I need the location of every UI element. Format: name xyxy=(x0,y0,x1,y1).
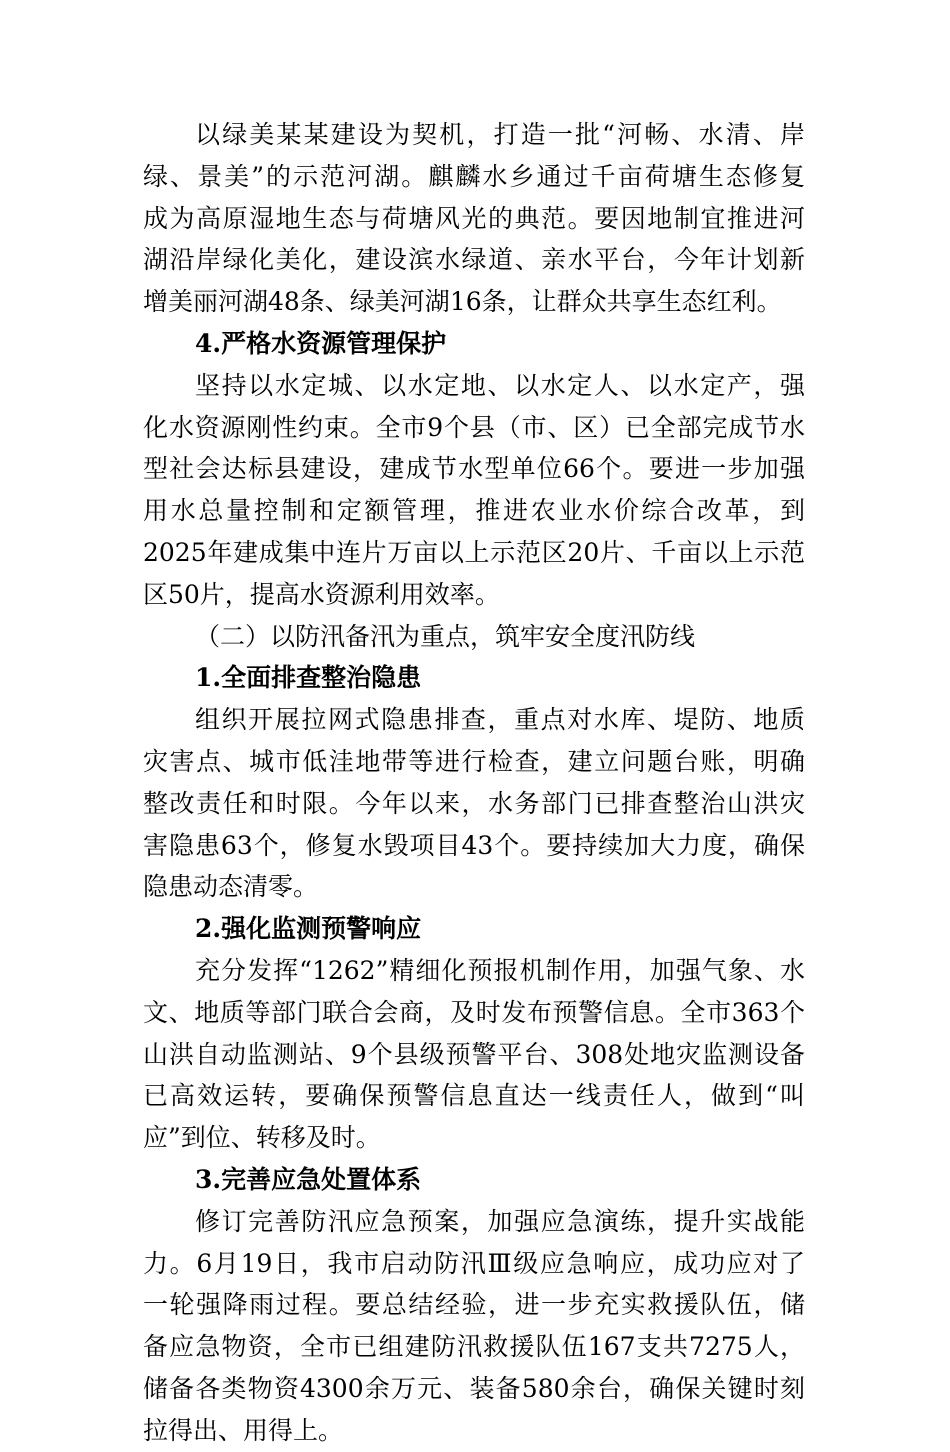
paragraph-water-resources xyxy=(143,365,805,616)
section-heading-monitoring-warning: 2.强化监测预警响应 xyxy=(195,914,422,944)
text-line: 文、地质等部门联合会商，及时发布预警信息。全市363个 xyxy=(143,997,805,1027)
text-line: 一轮强降雨过程。要总结经验，进一步充实救援队伍，储 xyxy=(143,1290,805,1320)
text-line: 用水总量控制和定额管理，推进农业水价综合改革，到 xyxy=(143,496,805,526)
text-line: 备应急物资，全市已组建防汛救援队伍167支共7275人， xyxy=(143,1332,805,1362)
section-heading-water-resources: 4.严格水资源管理保护 xyxy=(195,328,447,358)
text-line: 区50片，提高水资源利用效率。 xyxy=(143,579,500,609)
text-line: 型社会达标县建设，建成节水型单位66个。要进一步加强 xyxy=(143,454,805,484)
section-heading-emergency-response: 3.完善应急处置体系 xyxy=(195,1164,422,1194)
text-line: 山洪自动监测站、9个县级预警平台、308处地灾监测设备 xyxy=(143,1039,805,1069)
text-line: 增美丽河湖48条、绿美河湖16条，让群众共享生态红利。 xyxy=(143,287,782,317)
text-line: 组织开展拉网式隐患排查，重点对水库、堤防、地质 xyxy=(195,705,805,735)
text-line: 2025年建成集中连片万亩以上示范区20片、千亩以上示范 xyxy=(143,537,805,567)
text-line: 湖沿岸绿化美化，建设滨水绿道、亲水平台，今年计划新 xyxy=(143,245,805,275)
text-line: 绿、景美”的示范河湖。麒麟水乡通过千亩荷塘生态修复 xyxy=(143,161,805,191)
text-line: 修订完善防汛应急预案，加强应急演练，提升实战能 xyxy=(195,1206,805,1236)
section-heading-hazard-inspection: 1.全面排查整治隐患 xyxy=(195,663,422,693)
text-line: 化水资源刚性约束。全市9个县（市、区）已全部完成节水 xyxy=(143,412,805,442)
text-line: 坚持以水定城、以水定地、以水定人、以水定产，强 xyxy=(195,370,805,400)
text-line: 灾害点、城市低洼地带等进行检查，建立问题台账，明确 xyxy=(143,746,805,776)
text-line: 应”到位、转移及时。 xyxy=(143,1123,381,1153)
text-line: 害隐患63个，修复水毁项目43个。要持续加大力度，确保 xyxy=(143,830,805,860)
text-line: 以绿美某某建设为契机，打造一批“河畅、水清、岸 xyxy=(195,120,805,149)
paragraph-monitoring-warning xyxy=(143,950,805,1159)
text-line: 已高效运转，要确保预警信息直达一线责任人，做到“叫 xyxy=(143,1081,805,1111)
text-line: 充分发挥“1262”精细化预报机制作用，加强气象、水 xyxy=(195,955,805,985)
text-line: 隐患动态清零。 xyxy=(143,872,319,902)
text-line: 成为高原湿地生态与荷塘风光的典范。要因地制宜推进河 xyxy=(143,203,805,233)
text-line: 力。6月19日，我市启动防汛Ⅲ级应急响应，成功应对了 xyxy=(143,1248,805,1278)
text-line: 整改责任和时限。今年以来，水务部门已排查整治山洪灾 xyxy=(143,788,805,818)
paragraph-emergency-response xyxy=(143,1201,805,1452)
text-line: 储备各类物资4300余万元、装备580余台，确保关键时刻 xyxy=(143,1373,805,1403)
paragraph-greening-lakes xyxy=(143,114,805,323)
section-subheading-flood-prevention: （二）以防汛备汛为重点，筑牢安全度汛防线 xyxy=(195,621,696,651)
paragraph-hazard-inspection xyxy=(143,699,805,908)
text-line: 拉得出、用得上。 xyxy=(143,1415,344,1445)
document-page xyxy=(143,114,805,1452)
